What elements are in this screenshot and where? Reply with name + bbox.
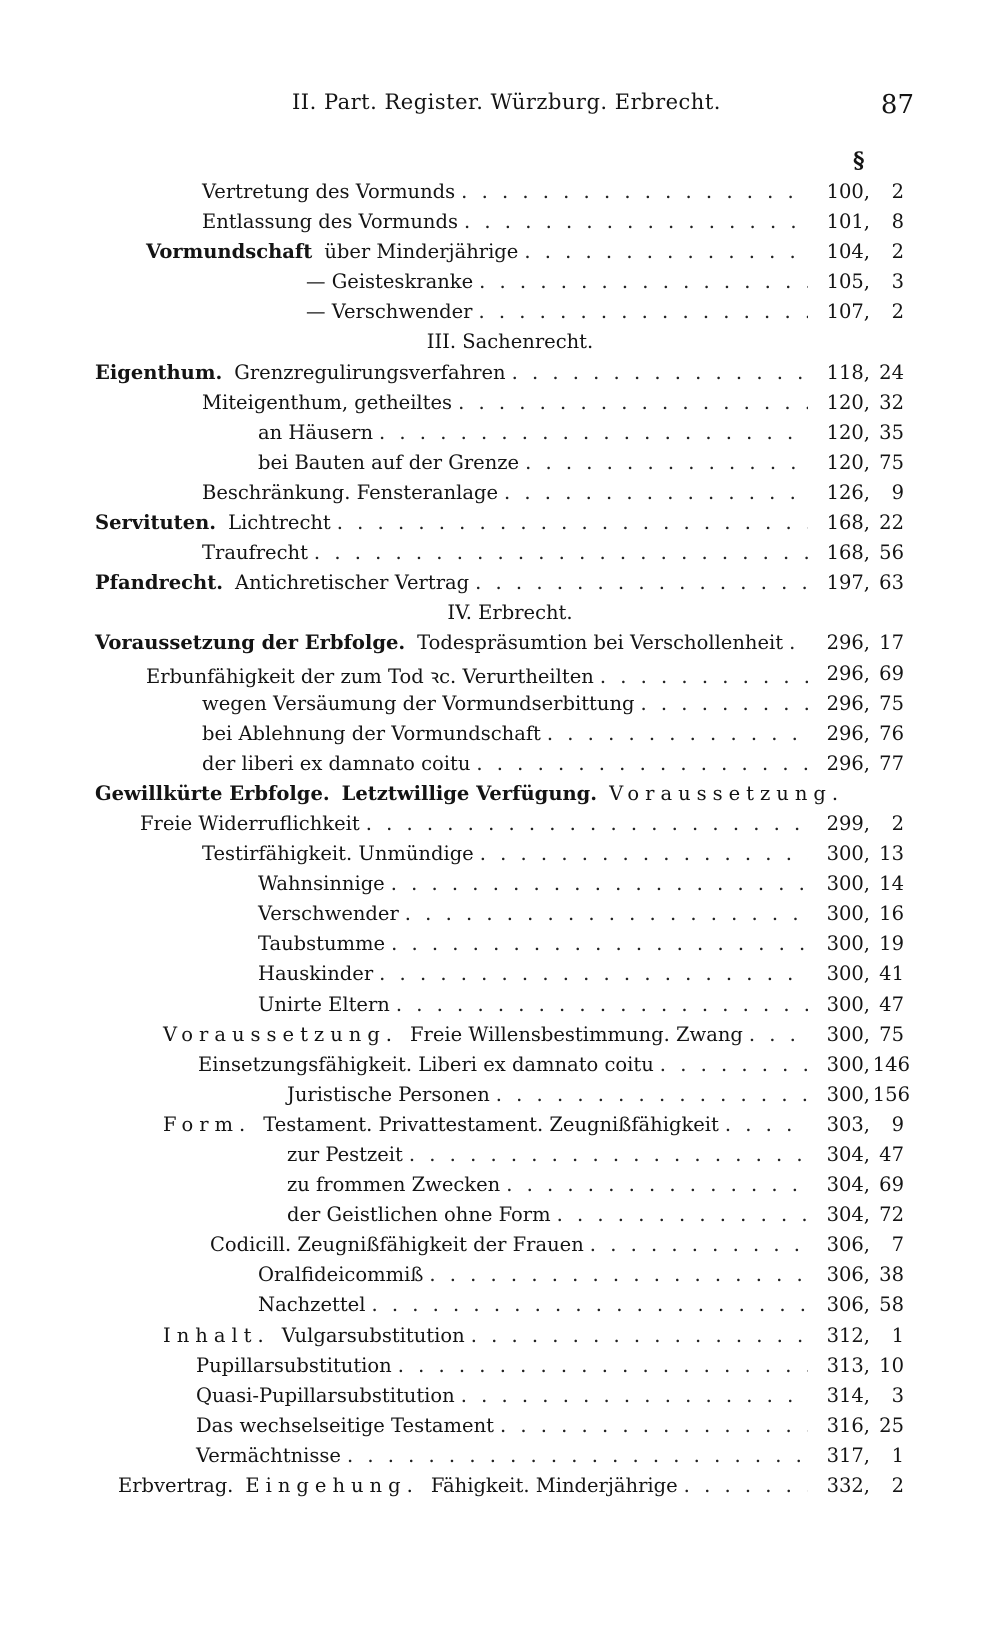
section-title: III. Sachenrecht. <box>426 330 594 354</box>
index-entry <box>0 1231 1000 1261</box>
dot-leader <box>478 300 808 323</box>
entry-heading: Servituten. <box>95 511 217 535</box>
dot-leader <box>506 1173 808 1196</box>
paragraph-reference: 332, 2 <box>826 1474 904 1498</box>
index-entry <box>0 1021 1000 1051</box>
index-entry <box>0 359 1000 389</box>
entry-label: bei Bauten auf der Grenze <box>258 450 520 474</box>
entry-subheading: Letztwillige Verfügung. <box>341 781 598 805</box>
index-entry <box>0 569 1000 599</box>
dot-leader <box>725 1113 808 1136</box>
running-title: II. Part. Register. Würzburg. Erbrecht. <box>292 90 721 114</box>
paragraph-reference: 299, 2 <box>826 811 904 835</box>
entry-label: Erbvertrag. <box>118 1474 234 1498</box>
entry-label: Pupillarsubstitution <box>196 1353 392 1377</box>
entry-label: Das wechselseitige Testament <box>196 1413 494 1437</box>
paragraph-reference: 300, 13 <box>826 842 904 866</box>
entry-label: Beschränkung. Fensteranlage <box>202 480 499 504</box>
dot-leader <box>379 421 808 444</box>
index-entry <box>0 389 1000 419</box>
entry-label: Testirfähigkeit. Unmündige <box>202 842 474 866</box>
entry-label: Freie Widerruflichkeit <box>140 811 360 835</box>
index-entry <box>0 238 1000 268</box>
paragraph-reference: 296, 76 <box>826 721 904 745</box>
index-entry <box>0 660 1000 690</box>
dot-leader <box>600 665 808 688</box>
paragraph-reference: 120, 32 <box>826 390 904 414</box>
paragraph-reference: 313, 10 <box>826 1353 904 1377</box>
dot-leader <box>461 1384 808 1407</box>
index-entry <box>0 1382 1000 1412</box>
entry-label: Freie Willensbestimmung. Zwang <box>410 1022 743 1046</box>
entry-spaced-term: Inhalt. <box>163 1323 270 1347</box>
dot-leader <box>471 1324 808 1347</box>
entry-label: Grenzregulirungsverfahren <box>234 360 506 384</box>
dot-leader <box>405 902 808 925</box>
index-entry <box>0 870 1000 900</box>
paragraph-reference: 101, 8 <box>826 210 904 234</box>
dot-leader <box>590 1233 808 1256</box>
index-entry <box>0 720 1000 750</box>
index-entry <box>0 1472 1000 1502</box>
paragraph-reference: 120, 35 <box>826 420 904 444</box>
index-entry <box>0 1051 1000 1081</box>
entry-label: der Geistlichen ohne Form <box>287 1203 551 1227</box>
entry-label: Hauskinder <box>258 962 374 986</box>
dot-leader <box>512 361 808 384</box>
page-number: 87 <box>880 90 914 120</box>
index-entry <box>0 539 1000 569</box>
entry-spaced-term: Eingehung. <box>245 1474 419 1498</box>
index-entry <box>0 690 1000 720</box>
index-entry <box>0 268 1000 298</box>
paragraph-reference: 306, 38 <box>826 1263 904 1287</box>
entry-label: Vulgarsubstitution <box>281 1323 465 1347</box>
section-heading <box>0 328 1000 358</box>
index-entry <box>0 298 1000 328</box>
entry-label: Vermächtnisse <box>196 1443 341 1467</box>
dot-leader <box>379 962 808 985</box>
dot-leader <box>458 391 808 414</box>
entry-heading: Gewillkürte Erbfolge. <box>95 781 330 805</box>
paragraph-reference: 300, 19 <box>826 932 904 956</box>
section-column-mark: § <box>853 148 865 174</box>
paragraph-reference: 104, 2 <box>826 240 904 264</box>
index-entry <box>0 449 1000 479</box>
entry-label: Erbunfähigkeit der zum Tod ꝛc. Verurtheilten <box>146 664 594 688</box>
dot-leader <box>547 722 808 745</box>
entry-label: wegen Versäumung der Vormundserbittung <box>202 691 635 715</box>
paragraph-reference: 300, 75 <box>826 1022 904 1046</box>
entry-label: — Verschwender <box>306 300 473 324</box>
index-entry <box>0 1081 1000 1111</box>
paragraph-reference: 316, 25 <box>826 1413 904 1437</box>
paragraph-reference: 296, 77 <box>826 751 904 775</box>
dot-leader <box>557 1203 808 1226</box>
paragraph-reference: 300, 41 <box>826 962 904 986</box>
entry-label: Nachzettel <box>258 1293 366 1317</box>
dot-leader <box>314 541 808 564</box>
index-entry <box>0 1261 1000 1291</box>
dot-leader <box>396 993 808 1016</box>
entry-label: Oralfideicommiß <box>258 1263 424 1287</box>
paragraph-reference: 296, 69 <box>826 661 904 685</box>
entry-label: Unirte Eltern <box>258 992 390 1016</box>
dot-leader <box>347 1444 808 1467</box>
entry-label: Verschwender <box>258 902 399 926</box>
dot-leader <box>366 812 808 835</box>
index-entry <box>0 750 1000 780</box>
paragraph-reference: 314, 3 <box>826 1383 904 1407</box>
entry-label: Juristische Personen <box>287 1082 490 1106</box>
index-entry <box>0 419 1000 449</box>
running-head <box>0 90 1000 130</box>
entry-label: über Minderjährige <box>324 240 519 264</box>
entry-label: Miteigenthum, getheiltes <box>202 390 453 414</box>
dot-leader <box>476 752 808 775</box>
index-entry <box>0 208 1000 238</box>
paragraph-reference: 296, 17 <box>826 631 904 655</box>
dot-leader <box>500 1414 808 1437</box>
index-entry <box>0 629 1000 659</box>
paragraph-reference: 126, 9 <box>826 480 904 504</box>
paragraph-reference: 120, 75 <box>826 450 904 474</box>
paragraph-reference: 300, 146 <box>826 1052 910 1076</box>
dot-leader <box>749 1023 808 1046</box>
subsection-title <box>95 782 844 805</box>
dot-leader <box>496 1083 808 1106</box>
index-entry <box>0 991 1000 1021</box>
entry-spaced-term: Form. <box>163 1112 252 1136</box>
index-entry <box>0 930 1000 960</box>
dot-leader <box>480 842 808 865</box>
entry-label: an Häusern <box>258 420 374 444</box>
paragraph-reference: 296, 75 <box>826 691 904 715</box>
dot-leader <box>684 1474 808 1497</box>
dot-leader <box>461 180 808 203</box>
index-entry <box>0 1201 1000 1231</box>
dot-leader <box>391 932 808 955</box>
entry-label: Traufrecht <box>202 541 308 565</box>
dot-leader <box>479 270 808 293</box>
index-entry <box>0 1111 1000 1141</box>
paragraph-reference: 168, 56 <box>826 541 904 565</box>
paragraph-reference: 303, 9 <box>826 1112 904 1136</box>
entry-heading: Pfandrecht. <box>95 571 224 595</box>
subsection-heading <box>0 780 1000 810</box>
section-heading <box>0 599 1000 629</box>
paragraph-reference: 107, 2 <box>826 300 904 324</box>
dot-leader <box>464 210 808 233</box>
paragraph-reference: 100, 2 <box>826 180 904 203</box>
paragraph-reference: 304, 72 <box>826 1203 904 1227</box>
entry-spaced-term: Voraussetzung. <box>163 1022 399 1046</box>
paragraph-reference: 304, 69 <box>826 1173 904 1197</box>
index-entry <box>0 1171 1000 1201</box>
index-entry <box>0 1322 1000 1352</box>
section-title: IV. Erbrecht. <box>447 601 573 625</box>
entry-spaced-term: Voraussetzung. <box>609 781 845 805</box>
dot-leader <box>475 571 808 594</box>
paragraph-reference: 118, 24 <box>826 360 904 384</box>
entry-label-continued: Fähigkeit. Minderjährige <box>430 1474 678 1498</box>
paragraph-reference: 312, 1 <box>826 1323 904 1347</box>
paragraph-reference: 317, 1 <box>826 1443 904 1467</box>
dot-leader <box>409 1143 808 1166</box>
entry-label: bei Ablehnung der Vormundschaft <box>202 721 541 745</box>
dot-leader <box>398 1354 808 1377</box>
paragraph-reference: 300, 16 <box>826 902 904 926</box>
dot-leader <box>504 481 808 504</box>
index-entry <box>0 840 1000 870</box>
index-entry <box>0 900 1000 930</box>
register-entries <box>0 178 1000 1502</box>
entry-label: Testament. Privattestament. Zeugnißfähigkeit <box>263 1112 719 1136</box>
dot-leader <box>789 631 808 654</box>
entry-label: Einsetzungsfähigkeit. Liberi ex damnato coitu <box>198 1052 654 1076</box>
index-entry <box>0 1141 1000 1171</box>
entry-label: Taubstumme <box>258 932 386 956</box>
index-entry <box>0 960 1000 990</box>
entry-label: Lichtrecht <box>228 511 331 535</box>
dot-leader <box>371 1293 808 1316</box>
paragraph-reference: 105, 3 <box>826 270 904 294</box>
index-entry <box>0 1412 1000 1442</box>
dot-leader <box>391 872 808 895</box>
index-entry <box>0 178 1000 208</box>
index-entry <box>0 479 1000 509</box>
entry-heading: Eigenthum. <box>95 360 223 384</box>
index-entry <box>0 1291 1000 1321</box>
entry-label: Quasi-Pupillarsubstitution <box>196 1383 455 1407</box>
entry-heading: Voraussetzung der Erbfolge. <box>95 631 406 655</box>
dot-leader <box>524 240 808 263</box>
dot-leader <box>525 451 808 474</box>
index-entry <box>0 810 1000 840</box>
paragraph-reference: 300, 156 <box>826 1082 910 1106</box>
entry-label: Entlassung des Vormunds <box>202 210 458 234</box>
entry-label: zur Pestzeit <box>287 1143 403 1166</box>
index-entry <box>0 1442 1000 1472</box>
entry-label: Wahnsinnige <box>258 872 385 896</box>
index-entry <box>0 509 1000 539</box>
paragraph-reference: 168, 22 <box>826 511 904 535</box>
entry-label: zu frommen Zwecken <box>287 1173 501 1197</box>
entry-label: — Geisteskranke <box>306 270 474 294</box>
paragraph-reference: 306, 7 <box>826 1233 904 1257</box>
paragraph-reference: 304, 47 <box>826 1143 904 1166</box>
entry-label: Vertretung des Vormunds <box>202 180 456 203</box>
paragraph-reference: 300, 47 <box>826 992 904 1016</box>
dot-leader <box>660 1053 808 1076</box>
entry-heading: Vormundschaft <box>146 240 313 264</box>
dot-leader <box>641 692 809 715</box>
dot-leader <box>429 1263 808 1286</box>
entry-label: Todespräsumtion bei Verschollenheit <box>417 631 784 655</box>
paragraph-reference: 306, 58 <box>826 1293 904 1317</box>
entry-label: der liberi ex damnato coitu <box>202 751 471 775</box>
entry-label: Antichretischer Vertrag <box>235 571 470 595</box>
entry-label: Codicill. Zeugnißfähigkeit der Frauen <box>210 1233 584 1257</box>
index-entry <box>0 1352 1000 1382</box>
paragraph-reference: 300, 14 <box>826 872 904 896</box>
paragraph-reference: 197, 63 <box>826 571 904 595</box>
dot-leader <box>337 511 808 534</box>
